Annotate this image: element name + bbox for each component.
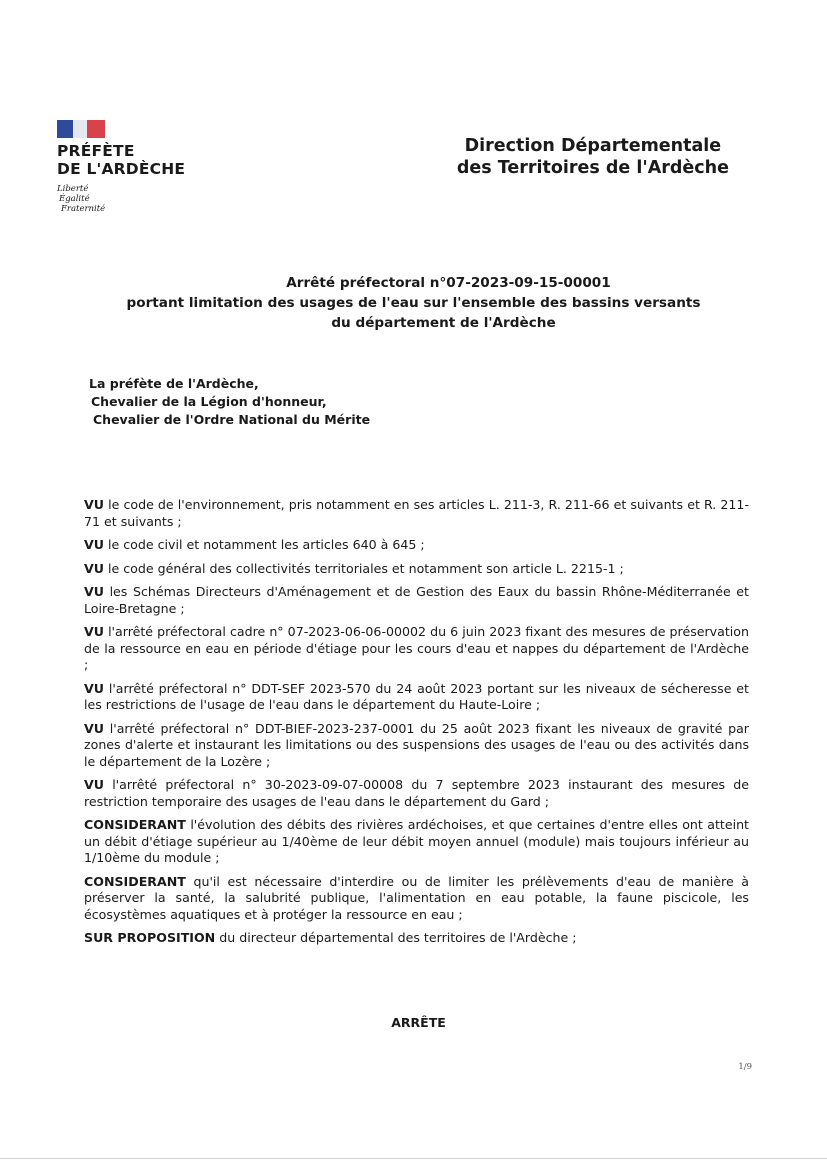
paragraph-text: l'arrêté préfectoral n° DDT-BIEF-2023-237-0001 du 25 août 2023 fixant les niveaux de gravité par zones d'alerte et instaurant les limitations ou des suspensions des usages de l'eau ou des activités dans le département de la Lozère ;: [84, 720, 749, 769]
logo-title-line1: PRÉFÈTE: [57, 142, 135, 160]
service-line1: Direction Départementale: [464, 136, 722, 156]
considerant-paragraph: [84, 817, 749, 867]
paragraph-text: l'évolution des débits des rivières ardéchoises, et que certaines d'entre elles ont atteint un débit d'étiage supérieur au 1/40ème de leur débit moyen annuel (module) mais toujours inférieur au 1/10ème du module ;: [84, 817, 749, 865]
logo-title-line2: DE L'ARDÈCHE: [57, 160, 186, 178]
paragraph-keyword: VU: [84, 720, 104, 736]
paragraph-keyword: VU: [84, 497, 104, 512]
document-title: [0, 273, 827, 333]
considerant-paragraph: [84, 537, 749, 554]
marianne-flag-icon: [57, 120, 105, 138]
paragraph-text: du directeur départemental des territoires de l'Ardèche ;: [219, 930, 577, 945]
paragraph-keyword: VU: [84, 680, 104, 696]
paragraph-keyword: VU: [84, 537, 104, 552]
considerant-paragraph: [84, 930, 749, 947]
paragraph-text: les Schémas Directeurs d'Aménagement et de Gestion des Eaux du bassin Rhône-Méditerranée et Loire-Bretagne ;: [84, 584, 749, 616]
title-line1: Arrêté préfectoral n°07-2023-09-15-00001: [286, 275, 611, 291]
prefecture-logo: [57, 120, 185, 214]
paragraph-text: le code de l'environnement, pris notamment en ses articles L. 211-3, R. 211-66 et suivants et R. 211-71 et suivants ;: [84, 497, 749, 529]
considerant-paragraph: [84, 624, 749, 674]
considerant-paragraph: [84, 721, 749, 771]
considerant-paragraph: [84, 584, 749, 617]
paragraph-keyword: CONSIDERANT: [84, 817, 186, 832]
considerant-paragraph: [84, 561, 749, 578]
prefete-line3: Chevalier de l'Ordre National du Mérite: [93, 412, 371, 427]
paragraph-keyword: SUR PROPOSITION: [84, 930, 216, 945]
scan-edge-divider: [0, 1158, 827, 1159]
arrete-heading: ARRÊTE: [391, 1015, 446, 1030]
motto-fraternite: Fraternité: [61, 204, 106, 214]
issuing-service: [457, 135, 729, 179]
motto-egalite: Égalité: [59, 194, 90, 204]
page-number: 1/9: [738, 1062, 752, 1072]
title-line3: du département de l'Ardèche: [331, 315, 556, 331]
logo-title: [57, 142, 185, 178]
paragraph-text: l'arrêté préfectoral cadre n° 07-2023-06-06-00002 du 6 juin 2023 fixant des mesures de préservation de la ressource en eau en période d'étiage pour les cours d'eau et nappes du département de l'Ardèche ;: [84, 624, 749, 672]
prefete-block: [89, 375, 370, 429]
paragraph-text: le code général des collectivités territoriales et notamment son article L. 2215-1 ;: [108, 560, 624, 576]
considerants-list: [84, 497, 749, 954]
service-line2: des Territoires de l'Ardèche: [456, 158, 729, 178]
motto-liberte: Liberté: [57, 184, 89, 194]
considerant-paragraph: [84, 777, 749, 810]
considerant-paragraph: [84, 874, 749, 924]
paragraph-keyword: VU: [84, 584, 104, 599]
paragraph-keyword: VU: [84, 777, 104, 792]
considerant-paragraph: [84, 681, 749, 714]
paragraph-text: le code civil et notamment les articles 640 à 645 ;: [108, 537, 425, 552]
paragraph-text: l'arrêté préfectoral n° DDT-SEF 2023-570 du 24 août 2023 portant sur les niveaux de sécheresse et les restrictions de l'usage de l'eau dans le département du Haute-Loire ;: [84, 680, 749, 712]
paragraph-keyword: VU: [84, 560, 104, 576]
title-line2: portant limitation des usages de l'eau sur l'ensemble des bassins versants: [126, 295, 701, 311]
paragraph-keyword: VU: [84, 624, 104, 639]
republic-motto: [57, 184, 185, 214]
prefete-line2: Chevalier de la Légion d'honneur,: [91, 394, 327, 409]
paragraph-keyword: CONSIDERANT: [84, 873, 186, 889]
paragraph-text: qu'il est nécessaire d'interdire ou de limiter les prélèvements d'eau de manière à préserver la santé, la salubrité publique, l'alimentation en eau potable, la faune piscicole, les écosystèmes aquatiques et à protéger la ressource en eau ;: [84, 873, 749, 922]
prefete-line1: La préfète de l'Ardèche,: [89, 376, 259, 391]
considerant-paragraph: [84, 497, 749, 530]
paragraph-text: l'arrêté préfectoral n° 30-2023-09-07-00008 du 7 septembre 2023 instaurant des mesures de restriction temporaire des usages de l'eau dans le département du Gard ;: [84, 777, 749, 809]
